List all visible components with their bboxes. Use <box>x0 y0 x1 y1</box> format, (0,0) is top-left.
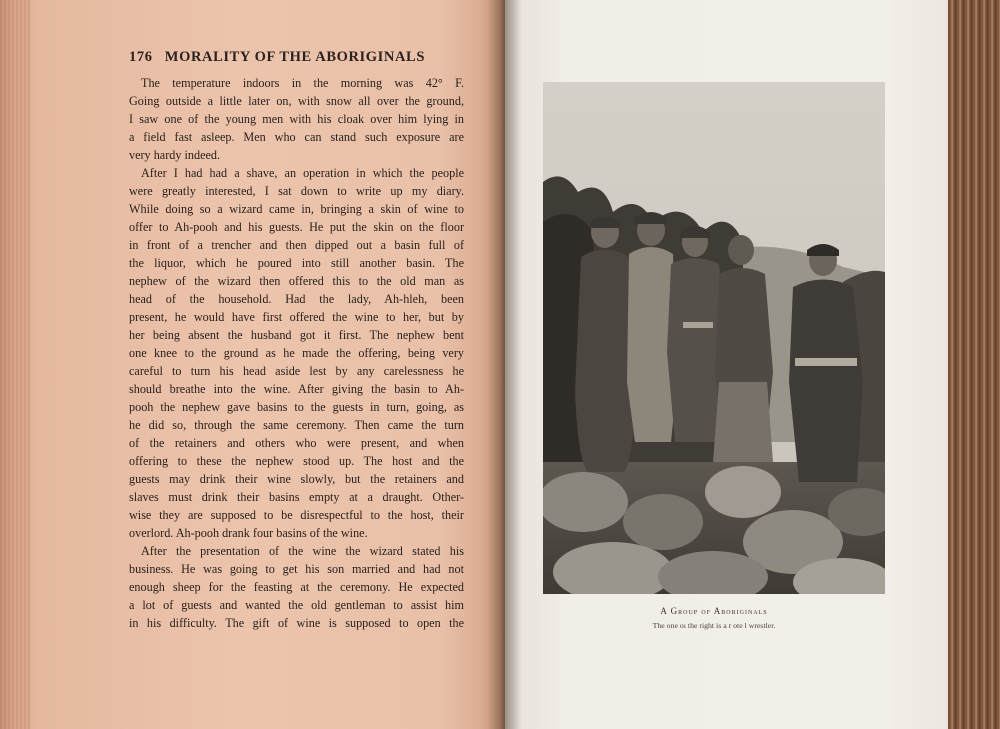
text-line: enough sheep for the feasting at the ceremony. He expected <box>129 580 464 594</box>
page-number: 176 <box>129 49 153 65</box>
text-line: a field fast asleep. Men who can stand such exposure are <box>129 130 464 144</box>
text-line: After the presentation of the wine the wizard stated his <box>141 544 464 558</box>
text-line: her being absent the husband got it first. The nephew bent <box>129 328 464 342</box>
text-line: guests may drink their wine slowly, but the retainers and <box>129 472 464 486</box>
text-line: offering to these the nephew stood up. The host and the <box>129 454 464 468</box>
text-line: in front of a trencher and then dipped out a basin full of <box>129 238 464 252</box>
photo-plate <box>543 82 885 594</box>
text-line: nephew of the wizard then offered this to the old man as <box>129 274 464 288</box>
page-edges-right <box>948 0 1000 729</box>
text-line: The temperature indoors in the morning was 42° F. <box>141 76 464 90</box>
text-line: offer to Ah-pooh and his guests. He put the skin on the floor <box>129 220 464 234</box>
group-photograph <box>543 82 885 594</box>
text-line: a lot of guests and wanted the old gentleman to assist him <box>129 598 464 612</box>
book-gutter <box>488 0 522 729</box>
text-line: After I had had a shave, an operation in which the people <box>141 166 464 180</box>
text-line: wise they are supposed to be disrespectful to the host, their <box>129 508 464 522</box>
text-line: he did so, through the same ceremony. Then came the turn <box>129 418 464 432</box>
text-line: pooh the nephew gave basins to the guests in turn, going, as <box>129 400 464 414</box>
page-edges-left <box>0 0 30 729</box>
text-line: business. He was going to get his son married and had not <box>129 562 464 576</box>
text-line: overlord. Ah-pooh drank four basins of the wine. <box>129 526 368 540</box>
text-line: slaves must drink their basins empty at a draught. Other- <box>129 490 464 504</box>
text-line: Going outside a little later on, with snow all over the ground, <box>129 94 464 108</box>
text-line: of the retainers and others who were present, and when <box>129 436 464 450</box>
plate-caption-subtitle: The one oı the right is a r ote l wrestler. <box>652 621 776 630</box>
text-line: the liquor, which he poured into still another basin. The <box>129 256 464 270</box>
text-line: While doing so a wizard came in, bringing a skin of wine to <box>129 202 464 216</box>
text-line: should breathe into the wine. After giving the basin to Ah- <box>129 382 464 396</box>
running-head-title: MORALITY OF THE ABORIGINALS <box>164 49 425 65</box>
text-line: very hardy indeed. <box>129 148 221 162</box>
text-line: were greatly interested, I sat down to write up my diary. <box>129 184 464 198</box>
text-line: in his difficulty. The gift of wine is supposed to open the <box>129 616 464 630</box>
text-line: one knee to the ground as he made the offering, being very <box>129 346 464 360</box>
body-text <box>129 74 464 632</box>
running-head <box>129 49 469 66</box>
text-line: head of the household. Had the lady, Ah-hleh, been <box>129 292 464 306</box>
plate-caption-title: A Group of Aboriginals <box>660 606 768 616</box>
text-line: I saw one of the young men with his cloak over him lying in <box>129 112 464 126</box>
text-line: present, he would have first offered the wine to her, but by <box>129 310 464 324</box>
text-line: careful to turn his head aside lest by any carelessness he <box>129 364 464 378</box>
